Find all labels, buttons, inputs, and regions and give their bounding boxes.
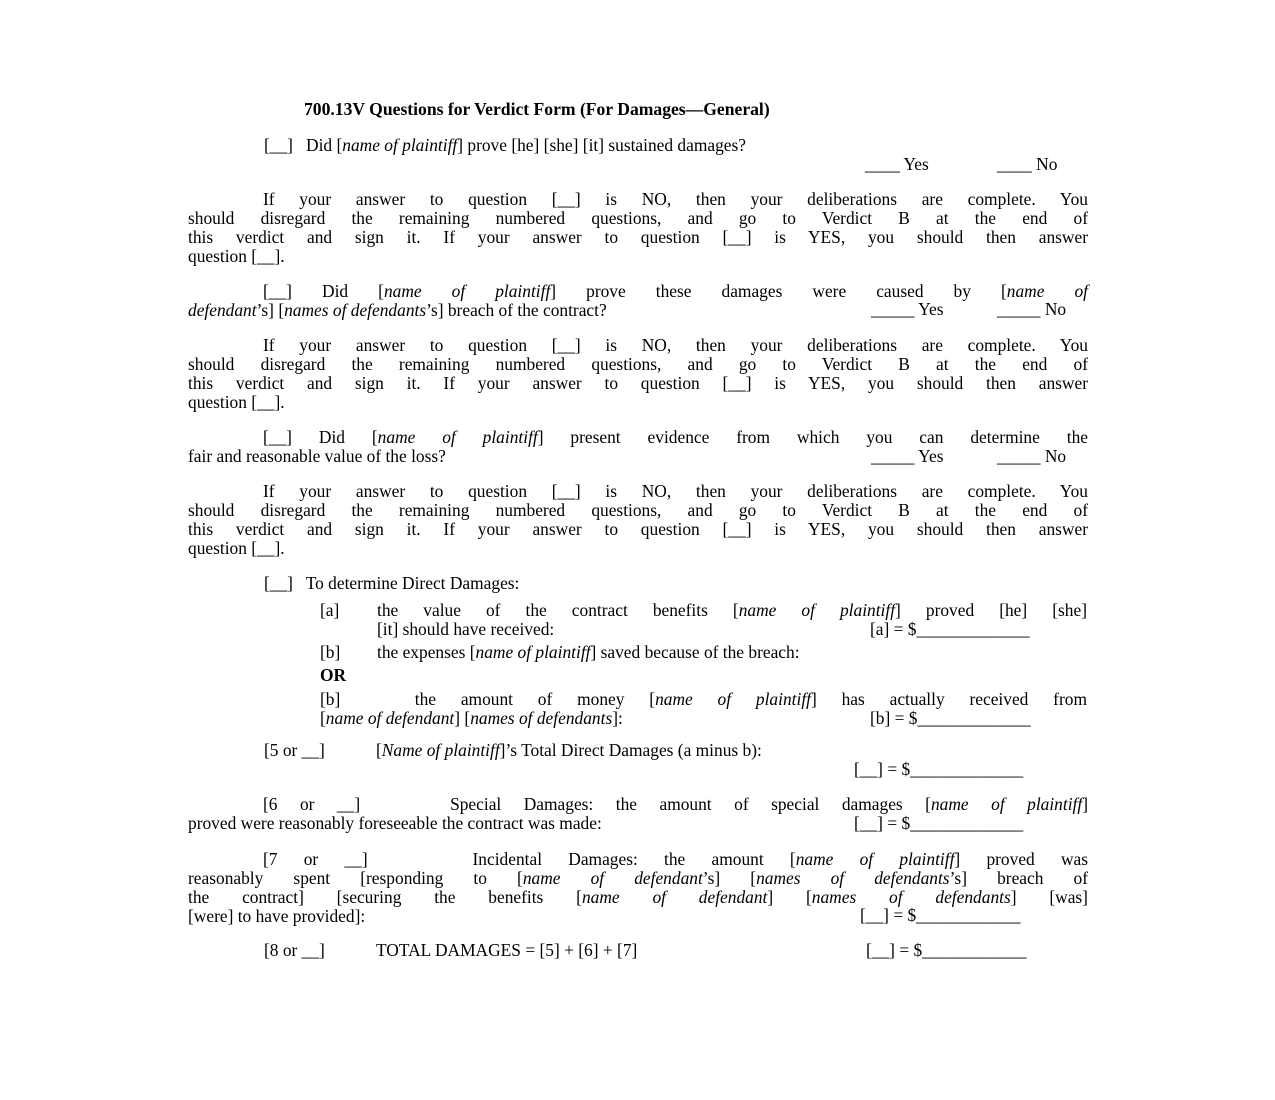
item-b2-text-line2: [name of defendant] [names of defendants]:	[320, 708, 623, 728]
question-3: [__] Did [name of plaintiff] present evidence from which you can determine the fair and reasonable value of the loss?	[188, 427, 1088, 466]
answer-no[interactable]: _____ No	[997, 299, 1067, 319]
item-a-text-line2: [it] should have received:	[377, 619, 555, 639]
item-b2-text: [b] the amount of money [name of plaintiff] has actually received from	[320, 689, 1087, 709]
or-separator: OR	[320, 665, 347, 685]
answer-no[interactable]: ____ No	[997, 154, 1058, 174]
question-1: [__] Did [name of plaintiff] prove [he] [she] [it] sustained damages?	[264, 135, 746, 155]
question-4: [__] To determine Direct Damages:	[264, 573, 520, 593]
answer-no[interactable]: _____ No	[997, 446, 1067, 466]
amount-field-incidental[interactable]: [__] = $____________	[860, 905, 1021, 925]
instruction-paragraph: If your answer to question [__] is NO, then your deliberations are complete. You should disregard the remaining numbered questions, and go to Verdict B at the end of this verdict and sign it. If your answer to question [__] is YES, you should then answer question [__].	[188, 335, 1088, 412]
amount-field-b[interactable]: [b] = $_____________	[870, 708, 1031, 728]
item-label: [b]	[320, 642, 341, 662]
question-number: [8 or __]	[264, 940, 325, 960]
question-number: [5 or __]	[264, 740, 325, 760]
question-number: [__]	[264, 135, 293, 155]
question-6: [6 or __] Special Damages: the amount of special damages [name of plaintiff] proved were reasonably foreseeable the contract was made:	[188, 794, 1088, 833]
question-number: [7 or __]	[263, 849, 368, 869]
placeholder-name: name of plaintiff	[342, 135, 458, 155]
question-7: [7 or __] Incidental Damages: the amount [name of plaintiff] proved was reasonably spent [responding to [name of defendant’s] [names of defendants’s] breach of the contract] [securing the benefits [name of defendant] [names of defendants] [was] [were] to have provided]:	[188, 849, 1089, 926]
answer-yes[interactable]: _____ Yes	[871, 299, 944, 319]
item-a-text: the value of the contract benefits [name of plaintiff] proved [he] [she]	[377, 600, 1087, 620]
total-damages-label: TOTAL DAMAGES = [5] + [6] + [7]	[376, 940, 638, 960]
question-number: [__]	[263, 427, 292, 447]
item-label: [a]	[320, 600, 340, 620]
answer-yes[interactable]: ____ Yes	[865, 154, 929, 174]
item-b-text: the expenses [name of plaintiff] saved because of the breach:	[377, 642, 800, 662]
answer-yes[interactable]: _____ Yes	[871, 446, 944, 466]
question-5: [Name of plaintiff]’s Total Direct Damages (a minus b):	[376, 740, 762, 760]
question-number: [6 or __]	[263, 794, 361, 814]
amount-field-a[interactable]: [a] = $_____________	[870, 619, 1030, 639]
page-title: 700.13V Questions for Verdict Form (For Damages—General)	[304, 99, 770, 119]
amount-field-total[interactable]: [__] = $____________	[866, 940, 1027, 960]
question-2: [__] Did [name of plaintiff] prove these damages were caused by [name of defendant’s] [names of defendants’s] breach of the contract?	[188, 281, 1089, 320]
instruction-paragraph: If your answer to question [__] is NO, then your deliberations are complete. You should disregard the remaining numbered questions, and go to Verdict B at the end of this verdict and sign it. If your answer to question [__] is YES, you should then answer question [__].	[188, 481, 1088, 558]
instruction-paragraph: If your answer to question [__] is NO, then your deliberations are complete. You should disregard the remaining numbered questions, and go to Verdict B at the end of this verdict and sign it. If your answer to question [__] is YES, you should then answer question [__].	[188, 189, 1088, 266]
question-number: [__]	[264, 573, 293, 593]
amount-field-total-direct[interactable]: [__] = $_____________	[854, 759, 1024, 779]
question-number: [__]	[263, 281, 292, 301]
amount-field-special[interactable]: [__] = $_____________	[854, 813, 1024, 833]
